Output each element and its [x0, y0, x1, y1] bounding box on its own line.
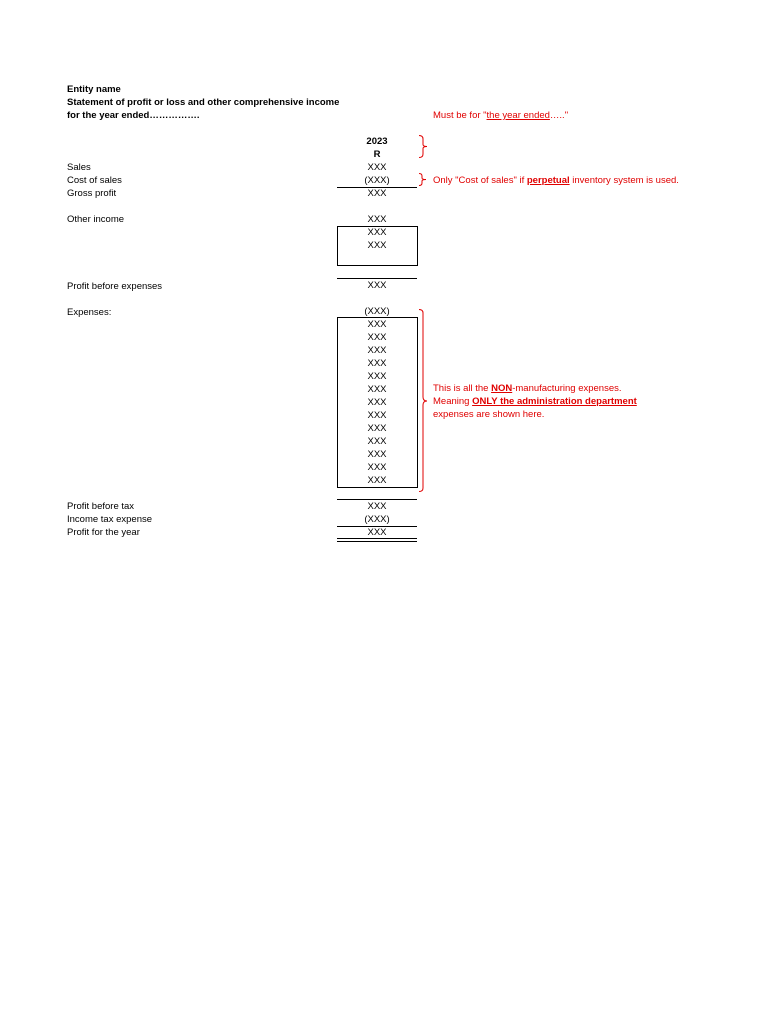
statement-title: Statement of profit or loss and other comprehensive income	[67, 97, 340, 108]
entity-name: Entity name	[67, 84, 121, 95]
expense-item-5: XXX	[367, 371, 387, 382]
cos-note-underlined: perpetual	[526, 175, 570, 186]
expenses-brace-icon	[418, 309, 430, 493]
expenses-note-line-2	[433, 396, 637, 407]
period-note	[433, 110, 568, 121]
expense-item-3: XXX	[367, 345, 387, 356]
other-income-value-2: XXX	[367, 227, 387, 238]
expense-item-1: XXX	[367, 319, 387, 330]
expense-item-9: XXX	[367, 423, 387, 434]
expenses-note-admin: ONLY the administration department	[472, 396, 637, 407]
profit-before-tax-label: Profit before tax	[67, 501, 135, 512]
cos-note-post: inventory system is used.	[569, 175, 679, 186]
gross-profit-value: XXX	[367, 188, 387, 199]
expenses-note-line-1	[433, 383, 622, 394]
expense-item-4: XXX	[367, 358, 387, 369]
period-note-pre: Must be for "	[433, 110, 487, 121]
profit-before-expenses-label: Profit before expenses	[67, 281, 163, 292]
year-header: 2023	[366, 136, 388, 147]
income-tax-label: Income tax expense	[67, 514, 153, 525]
expenses-note-line-3: expenses are shown here.	[433, 409, 545, 420]
expense-item-8: XXX	[367, 410, 387, 421]
expenses-note-line-1-post: -manufacturing expenses.	[512, 383, 622, 394]
expense-item-12: XXX	[367, 462, 387, 473]
expense-item-7: XXX	[367, 397, 387, 408]
sales-label: Sales	[67, 162, 91, 173]
expenses-label: Expenses:	[67, 307, 112, 318]
other-income-value-3: XXX	[367, 240, 387, 251]
cost-of-sales-value: (XXX)	[364, 175, 390, 186]
cos-note	[433, 175, 679, 186]
profit-before-tax-rule	[337, 499, 417, 500]
period-label: for the year ended…………….	[67, 110, 200, 121]
income-tax-value: (XXX)	[364, 514, 390, 525]
profit-before-expenses-value: XXX	[367, 280, 387, 291]
expense-item-2: XXX	[367, 332, 387, 343]
gross-profit-label: Gross profit	[67, 188, 117, 199]
profit-for-year-label: Profit for the year	[67, 527, 140, 538]
other-income-value-1: XXX	[367, 214, 387, 225]
expenses-note-line-2-pre: Meaning	[433, 396, 473, 407]
profit-for-year-value: XXX	[367, 527, 387, 538]
header-brace-icon	[418, 135, 430, 159]
expenses-total: (XXX)	[364, 306, 390, 317]
sales-value: XXX	[367, 162, 387, 173]
profit-before-expenses-rule	[337, 278, 417, 279]
expense-item-6: XXX	[367, 384, 387, 395]
cost-of-sales-label: Cost of sales	[67, 175, 122, 186]
cos-brace-icon	[418, 173, 430, 187]
profit-before-tax-value: XXX	[367, 501, 387, 512]
cos-note-pre: Only "Cost of sales" if	[433, 175, 527, 186]
period-note-post: ….."	[549, 110, 569, 121]
expenses-note-line-1-pre: This is all the	[433, 383, 492, 394]
expense-item-11: XXX	[367, 449, 387, 460]
expense-item-13: XXX	[367, 475, 387, 486]
period-note-underlined: the year ended	[486, 110, 550, 121]
profit-for-year-double-underline	[337, 538, 417, 542]
expenses-note-non: NON	[491, 383, 513, 394]
currency-header: R	[373, 149, 381, 160]
other-income-label: Other income	[67, 214, 125, 225]
expense-item-10: XXX	[367, 436, 387, 447]
